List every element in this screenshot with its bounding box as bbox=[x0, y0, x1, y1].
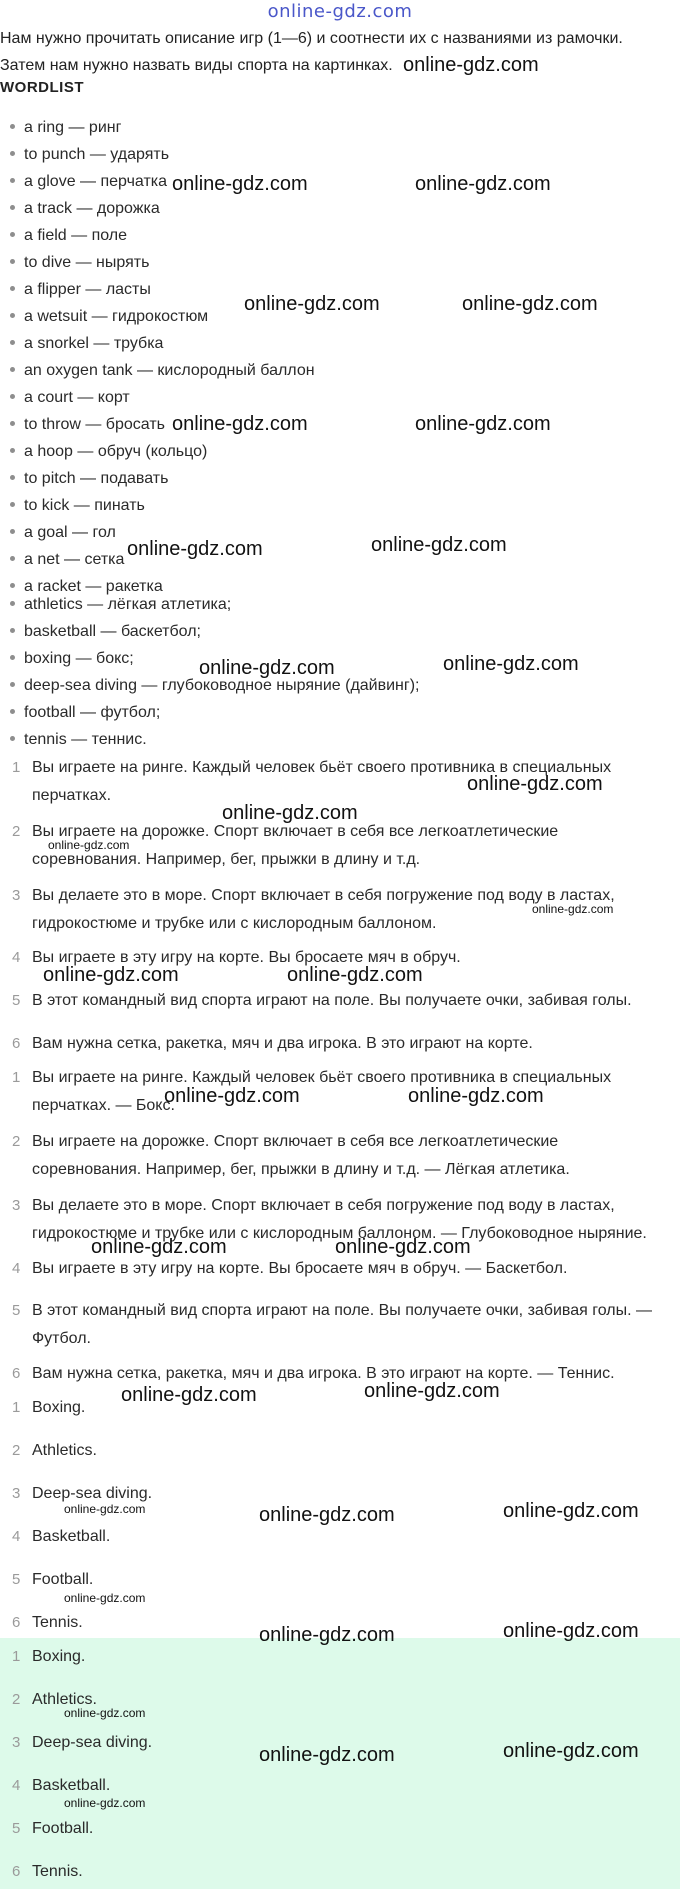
answer-text: Tennis. bbox=[32, 1863, 83, 1880]
answer-text: Football. bbox=[32, 1571, 94, 1588]
wordlist-text: an oxygen tank — кислородный баллон bbox=[24, 362, 315, 379]
item-number: 3 bbox=[12, 1485, 21, 1502]
answers_short-item bbox=[0, 1437, 672, 1465]
watermark: online-gdz.com bbox=[287, 964, 423, 986]
site-logo: online-gdz.com bbox=[267, 1, 413, 22]
item-number: 5 bbox=[12, 1571, 21, 1588]
wordlist-text: a field — поле bbox=[24, 227, 128, 244]
item-text-line: Футбол. bbox=[32, 1330, 91, 1347]
answer-text: Boxing. bbox=[32, 1648, 86, 1665]
wordlist-item bbox=[10, 702, 160, 724]
wordlist-item bbox=[10, 306, 208, 328]
answers_short-item bbox=[0, 1394, 672, 1422]
descriptions-item bbox=[0, 987, 672, 1015]
watermark: online-gdz.com bbox=[443, 653, 579, 675]
wordlist-text: a ring — ринг bbox=[24, 119, 122, 136]
wordlist-item bbox=[10, 252, 149, 274]
wordlist-text: boxing — бокс; bbox=[24, 650, 134, 667]
wordlist-text: a wetsuit — гидрокостюм bbox=[24, 308, 209, 325]
item-text-line: Вы делаете это в море. Спорт включает в себя погружение под воду в ластах, bbox=[32, 887, 615, 904]
item-number: 2 bbox=[12, 1442, 21, 1459]
item-number: 2 bbox=[12, 1691, 21, 1708]
wordlist-text: to pitch — подавать bbox=[24, 470, 169, 487]
wordlist-item bbox=[10, 468, 168, 490]
answers_highlighted-item bbox=[0, 1643, 672, 1671]
wordlist-text: to punch — ударять bbox=[24, 146, 170, 163]
wordlist-text: football — футбол; bbox=[24, 704, 161, 721]
wordlist-item bbox=[10, 495, 145, 517]
item-text-line: Вы делаете это в море. Спорт включает в себя погружение под воду в ластах, bbox=[32, 1197, 615, 1214]
item-text-line: Вы играете на дорожке. Спорт включает в себя все легкоатлетические bbox=[32, 823, 559, 840]
bullet-dot bbox=[10, 583, 15, 588]
item-text-line: Вам нужна сетка, ракетка, мяч и два игрока. В это играют на корте. — Теннис. bbox=[32, 1365, 615, 1382]
watermark: online-gdz.com bbox=[199, 657, 335, 679]
answers_full-item bbox=[0, 1360, 672, 1388]
descriptions-item bbox=[0, 1030, 672, 1058]
watermark: online-gdz.com bbox=[172, 413, 308, 435]
item-number: 5 bbox=[12, 992, 21, 1009]
bullet-dot bbox=[10, 313, 15, 318]
intro-line-1: Нам нужно прочитать описание игр (1—6) и соотнести их с названиями из рамочки. bbox=[0, 30, 623, 47]
wordlist-item bbox=[10, 729, 147, 751]
watermark: online-gdz.com bbox=[503, 1500, 639, 1522]
wordlist-text: to dive — нырять bbox=[24, 254, 150, 271]
item-number: 4 bbox=[12, 1777, 21, 1794]
bullet-dot bbox=[10, 448, 15, 453]
watermark: online-gdz.com bbox=[364, 1380, 500, 1402]
item-text-line: Вы играете на ринге. Каждый человек бьёт своего противника в специальных bbox=[32, 759, 612, 776]
item-number: 4 bbox=[12, 1528, 21, 1545]
wordlist-item bbox=[10, 171, 167, 193]
wordlist-item bbox=[10, 414, 165, 436]
item-text-line: Вы играете в эту игру на корте. Вы бросаете мяч в обруч. bbox=[32, 949, 461, 966]
item-number: 3 bbox=[12, 1734, 21, 1751]
wordlist-item bbox=[10, 117, 121, 139]
watermark: online-gdz.com bbox=[415, 173, 551, 195]
wordlist-text: a goal — гол bbox=[24, 524, 116, 541]
item-text-line: Вам нужна сетка, ракетка, мяч и два игрока. В это играют на корте. bbox=[32, 1035, 533, 1052]
bullet-dot bbox=[10, 736, 15, 741]
watermark: online-gdz.com bbox=[48, 838, 130, 852]
watermark: online-gdz.com bbox=[64, 1706, 146, 1720]
answer-text: Tennis. bbox=[32, 1614, 83, 1631]
watermark: online-gdz.com bbox=[259, 1744, 395, 1766]
item-text-line: В этот командный вид спорта играют на поле. Вы получаете очки, забивая голы. — bbox=[32, 1302, 652, 1319]
watermark: online-gdz.com bbox=[64, 1591, 146, 1605]
answers_full-item bbox=[0, 1255, 672, 1283]
bullet-dot bbox=[10, 259, 15, 264]
answer-text: Athletics. bbox=[32, 1442, 97, 1459]
bullet-dot bbox=[10, 178, 15, 183]
answers_highlighted-item bbox=[0, 1815, 672, 1843]
wordlist-text: a racket — ракетка bbox=[24, 578, 163, 595]
item-text-line: Вы играете в эту игру на корте. Вы бросаете мяч в обруч. — Баскетбол. bbox=[32, 1260, 568, 1277]
item-text-line: Вы играете на дорожке. Спорт включает в себя все легкоатлетические bbox=[32, 1133, 559, 1150]
item-text-line: перчатках. — Бокс. bbox=[32, 1097, 175, 1114]
bullet-dot bbox=[10, 628, 15, 633]
watermark: online-gdz.com bbox=[415, 413, 551, 435]
wordlist-item bbox=[10, 648, 134, 670]
bullet-dot bbox=[10, 286, 15, 291]
item-number: 6 bbox=[12, 1365, 21, 1382]
item-text-line: В этот командный вид спорта играют на поле. Вы получаете очки, забивая голы. bbox=[32, 992, 632, 1009]
bullet-dot bbox=[10, 529, 15, 534]
answers_short-item bbox=[0, 1566, 672, 1594]
wordlist-text: to throw — бросать bbox=[24, 416, 165, 433]
bullet-dot bbox=[10, 232, 15, 237]
answer-text: Athletics. bbox=[32, 1691, 97, 1708]
answers_short-item bbox=[0, 1523, 672, 1551]
answers_full-item bbox=[0, 1297, 672, 1353]
wordlist-text: a flipper — ласты bbox=[24, 281, 151, 298]
bullet-dot bbox=[10, 151, 15, 156]
bullet-dot bbox=[10, 601, 15, 606]
wordlist-item bbox=[10, 387, 130, 409]
answer-text: Basketball. bbox=[32, 1777, 111, 1794]
wordlist-text: to kick — пинать bbox=[24, 497, 145, 514]
item-number: 6 bbox=[12, 1863, 21, 1880]
wordlist-item bbox=[10, 522, 116, 544]
watermark: online-gdz.com bbox=[43, 964, 179, 986]
watermark: online-gdz.com bbox=[335, 1236, 471, 1258]
bullet-dot bbox=[10, 475, 15, 480]
wordlist-text: a snorkel — трубка bbox=[24, 335, 164, 352]
watermark: online-gdz.com bbox=[172, 173, 308, 195]
item-text-line: Вы играете на ринге. Каждый человек бьёт своего противника в специальных bbox=[32, 1069, 612, 1086]
watermark: online-gdz.com bbox=[467, 773, 603, 795]
watermark: online-gdz.com bbox=[462, 293, 598, 315]
bullet-dot bbox=[10, 502, 15, 507]
item-number: 3 bbox=[12, 1197, 21, 1214]
item-number: 2 bbox=[12, 1133, 21, 1150]
wordlist-text: deep-sea diving — глубоководное ныряние (дайвинг); bbox=[24, 677, 420, 694]
wordlist-item bbox=[10, 594, 231, 616]
answers_full-item bbox=[0, 1064, 672, 1120]
answer-text: Basketball. bbox=[32, 1528, 111, 1545]
wordlist-item bbox=[10, 198, 160, 220]
watermark: online-gdz.com bbox=[64, 1502, 146, 1516]
watermark: online-gdz.com bbox=[503, 1620, 639, 1642]
item-text-line: перчатках. bbox=[32, 787, 112, 804]
watermark: online-gdz.com bbox=[91, 1236, 227, 1258]
item-text-line: соревнования. Например, бег, прыжки в длину и т.д. bbox=[32, 851, 421, 868]
answer-text: Boxing. bbox=[32, 1399, 86, 1416]
item-number: 5 bbox=[12, 1302, 21, 1319]
item-number: 2 bbox=[12, 823, 21, 840]
wordlist-text: a glove — перчатка bbox=[24, 173, 168, 190]
watermark: online-gdz.com bbox=[164, 1085, 300, 1107]
item-number: 6 bbox=[12, 1035, 21, 1052]
item-text-line: соревнования. Например, бег, прыжки в длину и т.д. — Лёгкая атлетика. bbox=[32, 1161, 570, 1178]
wordlist-text: basketball — баскетбол; bbox=[24, 623, 201, 640]
answer-text: Football. bbox=[32, 1820, 94, 1837]
item-number: 4 bbox=[12, 1260, 21, 1277]
item-number: 1 bbox=[12, 759, 21, 776]
bullet-dot bbox=[10, 394, 15, 399]
intro-line-2: Затем нам нужно назвать виды спорта на картинках. bbox=[0, 57, 393, 74]
item-number: 1 bbox=[12, 1069, 21, 1086]
bullet-dot bbox=[10, 124, 15, 129]
wordlist-text: a track — дорожка bbox=[24, 200, 160, 217]
wordlist-item bbox=[10, 360, 315, 382]
watermark: online-gdz.com bbox=[403, 54, 539, 76]
bullet-dot bbox=[10, 367, 15, 372]
watermark: online-gdz.com bbox=[127, 538, 263, 560]
watermark: online-gdz.com bbox=[259, 1504, 395, 1526]
bullet-dot bbox=[10, 421, 15, 426]
watermark: online-gdz.com bbox=[408, 1085, 544, 1107]
wordlist-text: a hoop — обруч (кольцо) bbox=[24, 443, 208, 460]
wordlist-text: a net — сетка bbox=[24, 551, 125, 568]
answers_highlighted-item bbox=[0, 1858, 672, 1886]
answers_full-item bbox=[0, 1128, 672, 1184]
wordlist-item bbox=[10, 549, 124, 571]
item-number: 1 bbox=[12, 1648, 21, 1665]
wordlist-item bbox=[10, 279, 151, 301]
watermark: online-gdz.com bbox=[503, 1740, 639, 1762]
bullet-dot bbox=[10, 340, 15, 345]
item-number: 4 bbox=[12, 949, 21, 966]
watermark: online-gdz.com bbox=[121, 1384, 257, 1406]
item-text-line: гидрокостюме и трубке или с кислородным баллоном. — Глубоководное ныряние. bbox=[32, 1225, 647, 1242]
watermark: online-gdz.com bbox=[532, 902, 614, 916]
bullet-dot bbox=[10, 655, 15, 660]
item-number: 5 bbox=[12, 1820, 21, 1837]
item-text-line: гидрокостюме и трубке или с кислородным баллоном. bbox=[32, 915, 437, 932]
item-number: 6 bbox=[12, 1614, 21, 1631]
bullet-dot bbox=[10, 205, 15, 210]
watermark: online-gdz.com bbox=[371, 534, 507, 556]
wordlist-item bbox=[10, 225, 127, 247]
watermark: online-gdz.com bbox=[259, 1624, 395, 1646]
watermark: online-gdz.com bbox=[64, 1796, 146, 1810]
wordlist-text: athletics — лёгкая атлетика; bbox=[24, 596, 232, 613]
watermark: online-gdz.com bbox=[222, 802, 358, 824]
wordlist-text: a court — корт bbox=[24, 389, 130, 406]
item-number: 1 bbox=[12, 1399, 21, 1416]
watermark: online-gdz.com bbox=[244, 293, 380, 315]
wordlist-title: WORDLIST bbox=[0, 79, 84, 96]
answer-text: Deep-sea diving. bbox=[32, 1734, 153, 1751]
wordlist-item bbox=[10, 441, 207, 463]
bullet-dot bbox=[10, 556, 15, 561]
wordlist-item bbox=[10, 621, 201, 643]
bullet-dot bbox=[10, 682, 15, 687]
wordlist-text: tennis — теннис. bbox=[24, 731, 147, 748]
wordlist-item bbox=[10, 144, 169, 166]
answer-text: Deep-sea diving. bbox=[32, 1485, 153, 1502]
bullet-dot bbox=[10, 709, 15, 714]
wordlist-item bbox=[10, 333, 163, 355]
item-number: 3 bbox=[12, 887, 21, 904]
